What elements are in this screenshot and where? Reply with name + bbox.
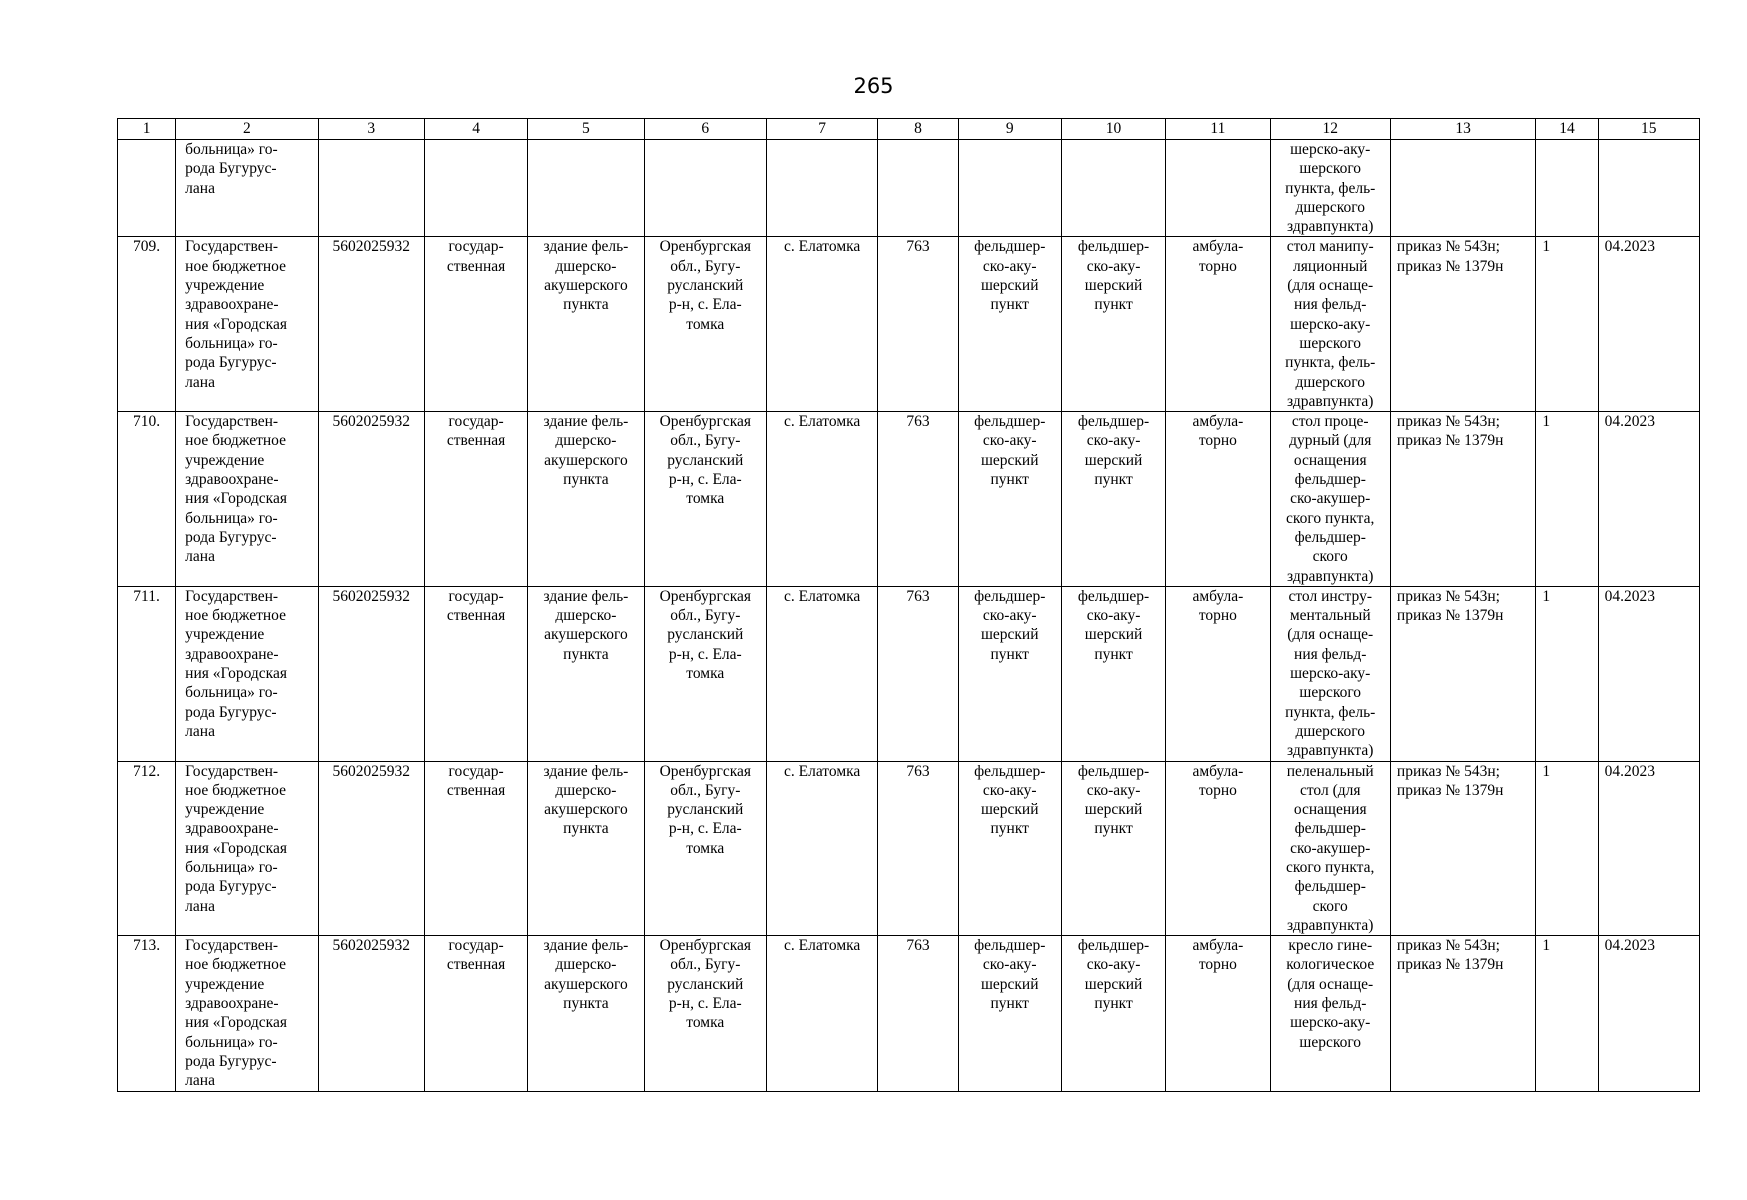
cell-inn: 5602025932 xyxy=(318,586,424,761)
cell-order: приказ № 543н; приказ № 1379н xyxy=(1390,412,1535,587)
cell-address: Оренбургская обл., Бугу- русланский р-н, с. Ела- томка xyxy=(644,412,766,587)
cell-qty: 1 xyxy=(1536,586,1598,761)
continuation-row xyxy=(118,140,1700,237)
cell-org: Государствен- ное бюджетное учреждение здравоохране- ния «Городская больница» го- рода Бугурус- лана xyxy=(176,237,318,412)
cell-locality: с. Елатомка xyxy=(766,237,877,412)
cell-building: здание фель- дшерско- акушерского пункта xyxy=(528,412,644,587)
header-row xyxy=(118,119,1700,140)
cell-address: Оренбургская обл., Бугу- русланский р-н, с. Ела- томка xyxy=(644,586,766,761)
cell-locality: с. Елатомка xyxy=(766,586,877,761)
cell-care: амбула- торно xyxy=(1166,412,1270,587)
cell-subdivision: фельдшер- ско-аку- шерский пункт xyxy=(958,936,1061,1091)
cell-equipment: кресло гине- кологическое (для оснаще- ния фельд- шерско-аку- шерского xyxy=(1270,936,1390,1091)
cell-code: 763 xyxy=(878,412,958,587)
cell-building: здание фель- дшерско- акушерского пункта xyxy=(528,237,644,412)
column-header-10: 10 xyxy=(1061,119,1165,140)
cell-no: 713. xyxy=(118,936,176,1091)
cell-inn: 5602025932 xyxy=(318,237,424,412)
column-header-15: 15 xyxy=(1598,119,1699,140)
cell-org: Государствен- ное бюджетное учреждение здравоохране- ния «Городская больница» го- рода Бугурус- лана xyxy=(176,586,318,761)
cell-order: приказ № 543н; приказ № 1379н xyxy=(1390,586,1535,761)
cell-inn: 5602025932 xyxy=(318,761,424,936)
cell-unit: фельдшер- ско-аку- шерский пункт xyxy=(1061,586,1165,761)
cell-ownership: государ- ственная xyxy=(424,936,527,1091)
equipment-table xyxy=(117,118,1700,1092)
cell-building: здание фель- дшерско- акушерского пункта xyxy=(528,586,644,761)
cell-ownership: государ- ственная xyxy=(424,761,527,936)
cell-subdivision: фельдшер- ско-аку- шерский пункт xyxy=(958,412,1061,587)
cell-org: Государствен- ное бюджетное учреждение здравоохране- ния «Городская больница» го- рода Бугурус- лана xyxy=(176,761,318,936)
cell-date: 04.2023 xyxy=(1598,412,1699,587)
column-header-14: 14 xyxy=(1536,119,1598,140)
cell-code: 763 xyxy=(878,761,958,936)
cell-unit: фельдшер- ско-аку- шерский пункт xyxy=(1061,237,1165,412)
cell-ownership: государ- ственная xyxy=(424,237,527,412)
cell-locality: с. Елатомка xyxy=(766,412,877,587)
cell-subdivision: фельдшер- ско-аку- шерский пункт xyxy=(958,761,1061,936)
table-row xyxy=(118,237,1700,412)
cell-address: Оренбургская обл., Бугу- русланский р-н, с. Ела- томка xyxy=(644,936,766,1091)
column-header-7: 7 xyxy=(766,119,877,140)
cell-ownership: государ- ственная xyxy=(424,412,527,587)
cell-date: 04.2023 xyxy=(1598,586,1699,761)
cell-no: 712. xyxy=(118,761,176,936)
cell-unit: фельдшер- ско-аку- шерский пункт xyxy=(1061,761,1165,936)
cell-org: Государствен- ное бюджетное учреждение здравоохране- ния «Городская больница» го- рода Бугурус- лана xyxy=(176,936,318,1091)
cell-code: 763 xyxy=(878,586,958,761)
column-header-11: 11 xyxy=(1166,119,1270,140)
cell-order: приказ № 543н; приказ № 1379н xyxy=(1390,936,1535,1091)
cell-date: 04.2023 xyxy=(1598,761,1699,936)
column-header-2: 2 xyxy=(176,119,318,140)
cell-care: амбула- торно xyxy=(1166,586,1270,761)
cell-no: 710. xyxy=(118,412,176,587)
column-header-4: 4 xyxy=(424,119,527,140)
cell-date: 04.2023 xyxy=(1598,237,1699,412)
cell-building: здание фель- дшерско- акушерского пункта xyxy=(528,936,644,1091)
cell-address: Оренбургская обл., Бугу- русланский р-н, с. Ела- томка xyxy=(644,761,766,936)
cell-org: больница» го- рода Бугурус- лана xyxy=(176,140,318,237)
cell-care: амбула- торно xyxy=(1166,936,1270,1091)
cell-equipment: пеленальный стол (для оснащения фельдшер- ско-акушер- ского пункта, фельдшер- ского здравпункта) xyxy=(1270,761,1390,936)
cell-equipment: шерско-аку- шерского пункта, фель- дшерского здравпункта) xyxy=(1270,140,1390,237)
cell-no: 709. xyxy=(118,237,176,412)
cell-equipment: стол инстру- ментальный (для оснаще- ния фельд- шерско-аку- шерского пункта, фель- дшерского здравпункта) xyxy=(1270,586,1390,761)
cell-order: приказ № 543н; приказ № 1379н xyxy=(1390,761,1535,936)
cell-inn: 5602025932 xyxy=(318,412,424,587)
table-row xyxy=(118,586,1700,761)
cell-qty: 1 xyxy=(1536,761,1598,936)
cell-qty: 1 xyxy=(1536,412,1598,587)
cell-ownership: государ- ственная xyxy=(424,586,527,761)
table-body xyxy=(118,119,1700,1092)
cell-no: 711. xyxy=(118,586,176,761)
column-header-5: 5 xyxy=(528,119,644,140)
column-header-13: 13 xyxy=(1390,119,1535,140)
cell-care: амбула- торно xyxy=(1166,237,1270,412)
column-header-1: 1 xyxy=(118,119,176,140)
cell-building: здание фель- дшерско- акушерского пункта xyxy=(528,761,644,936)
cell-code: 763 xyxy=(878,237,958,412)
cell-org: Государствен- ное бюджетное учреждение здравоохране- ния «Городская больница» го- рода Бугурус- лана xyxy=(176,412,318,587)
cell-address: Оренбургская обл., Бугу- русланский р-н, с. Ела- томка xyxy=(644,237,766,412)
column-header-8: 8 xyxy=(878,119,958,140)
cell-code: 763 xyxy=(878,936,958,1091)
cell-no xyxy=(118,140,176,237)
cell-care: амбула- торно xyxy=(1166,761,1270,936)
column-header-6: 6 xyxy=(644,119,766,140)
cell-equipment: стол манипу- ляционный (для оснаще- ния фельд- шерско-аку- шерского пункта, фель- дшерского здравпункта) xyxy=(1270,237,1390,412)
cell-unit: фельдшер- ско-аку- шерский пункт xyxy=(1061,936,1165,1091)
cell-locality: с. Елатомка xyxy=(766,936,877,1091)
table-row xyxy=(118,761,1700,936)
cell-subdivision: фельдшер- ско-аку- шерский пункт xyxy=(958,237,1061,412)
page-number: 265 xyxy=(853,74,894,98)
cell-qty: 1 xyxy=(1536,237,1598,412)
column-header-9: 9 xyxy=(958,119,1061,140)
column-header-12: 12 xyxy=(1270,119,1390,140)
column-header-3: 3 xyxy=(318,119,424,140)
table-row xyxy=(118,412,1700,587)
table-row xyxy=(118,936,1700,1091)
cell-locality: с. Елатомка xyxy=(766,761,877,936)
cell-equipment: стол проце- дурный (для оснащения фельдшер- ско-акушер- ского пункта, фельдшер- ского здравпункта) xyxy=(1270,412,1390,587)
cell-date: 04.2023 xyxy=(1598,936,1699,1091)
cell-qty: 1 xyxy=(1536,936,1598,1091)
cell-subdivision: фельдшер- ско-аку- шерский пункт xyxy=(958,586,1061,761)
cell-order: приказ № 543н; приказ № 1379н xyxy=(1390,237,1535,412)
cell-unit: фельдшер- ско-аку- шерский пункт xyxy=(1061,412,1165,587)
cell-inn: 5602025932 xyxy=(318,936,424,1091)
